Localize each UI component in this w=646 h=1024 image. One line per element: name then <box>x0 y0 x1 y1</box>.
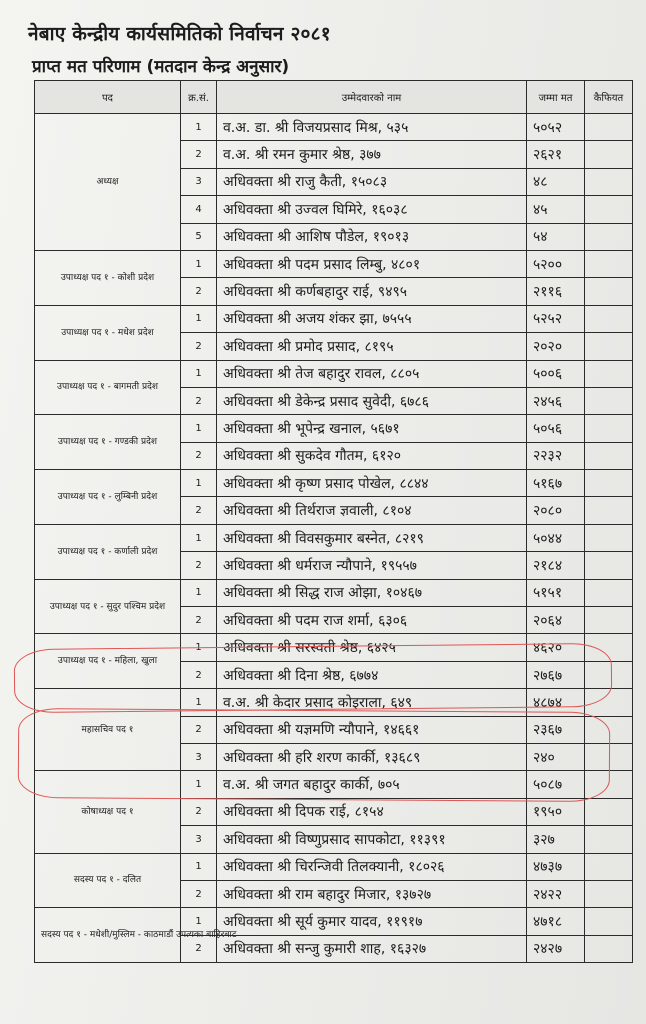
candidate-name-cell: अधिवक्ता श्री पदम प्रसाद लिम्बु, ४८०१ <box>217 250 527 277</box>
post-cell: उपाध्यक्ष पद १ - लुम्बिनी प्रदेश <box>35 470 181 525</box>
sn-cell: 2 <box>181 716 217 743</box>
post-cell: उपाध्यक्ष पद १ - बागमती प्रदेश <box>35 360 181 415</box>
table-row <box>35 415 633 442</box>
sn-cell: 2 <box>181 552 217 579</box>
post-cell: उपाध्यक्ष पद १ - महिला, खुला <box>35 634 181 689</box>
sn-cell: 3 <box>181 743 217 770</box>
total-votes-cell: ५१६७ <box>527 470 585 497</box>
table-row <box>35 689 633 716</box>
total-votes-cell: ५०५२ <box>527 114 585 141</box>
column-header-sn: क्र.सं. <box>181 81 217 114</box>
total-votes-cell: २४२७ <box>527 935 585 962</box>
total-votes-cell: ५०४४ <box>527 524 585 551</box>
remarks-cell <box>585 689 633 716</box>
remarks-cell <box>585 250 633 277</box>
candidate-name-cell: अधिवक्ता श्री राजु कैती, १५०८३ <box>217 168 527 195</box>
candidate-name-cell: अधिवक्ता श्री धर्मराज न्यौपाने, १९५५७ <box>217 552 527 579</box>
candidate-name-cell: अधिवक्ता श्री सन्जु कुमारी शाह, १६३२७ <box>217 935 527 962</box>
sn-cell: 3 <box>181 168 217 195</box>
remarks-cell <box>585 552 633 579</box>
sn-cell: 2 <box>181 661 217 688</box>
post-cell: उपाध्यक्ष पद १ - कर्णाली प्रदेश <box>35 524 181 579</box>
sn-cell: 2 <box>181 935 217 962</box>
remarks-cell <box>585 524 633 551</box>
remarks-cell <box>585 470 633 497</box>
candidate-name-cell: अधिवक्ता श्री सुकदेव गौतम, ६१२० <box>217 442 527 469</box>
candidate-name-cell: अधिवक्ता श्री दिना श्रेष्ठ, ६७७४ <box>217 661 527 688</box>
remarks-cell <box>585 333 633 360</box>
total-votes-cell: २०२० <box>527 333 585 360</box>
column-header-candidate: उम्मेदवारको नाम <box>217 81 527 114</box>
results-table-body <box>35 114 633 963</box>
candidate-name-cell: अधिवक्ता श्री भूपेन्द्र खनाल, ५६७१ <box>217 415 527 442</box>
candidate-name-cell: अधिवक्ता श्री डेकेन्द्र प्रसाद सुवेदी, ६७८६ <box>217 387 527 414</box>
table-row <box>35 579 633 606</box>
candidate-name-cell: अधिवक्ता श्री सूर्य कुमार यादव, ११९१७ <box>217 908 527 935</box>
remarks-cell <box>585 278 633 305</box>
sn-cell: 1 <box>181 689 217 716</box>
sn-cell: 1 <box>181 114 217 141</box>
sn-cell: 2 <box>181 607 217 634</box>
sn-cell: 3 <box>181 826 217 853</box>
remarks-cell <box>585 661 633 688</box>
sn-cell: 1 <box>181 415 217 442</box>
candidate-name-cell: अधिवक्ता श्री चिरन्जिवी तिलक्यानी, १८०२६ <box>217 853 527 880</box>
results-table-header <box>35 81 633 114</box>
sn-cell: 2 <box>181 497 217 524</box>
remarks-cell <box>585 853 633 880</box>
candidate-name-cell: व.अ. डा. श्री विजयप्रसाद मिश्र, ५३५ <box>217 114 527 141</box>
total-votes-cell: ४८ <box>527 168 585 195</box>
total-votes-cell: ५०८७ <box>527 771 585 798</box>
total-votes-cell: २४५६ <box>527 387 585 414</box>
total-votes-cell: २४२२ <box>527 880 585 907</box>
table-row <box>35 470 633 497</box>
sn-cell: 1 <box>181 524 217 551</box>
sn-cell: 1 <box>181 853 217 880</box>
remarks-cell <box>585 223 633 250</box>
remarks-cell <box>585 360 633 387</box>
remarks-cell <box>585 114 633 141</box>
remarks-cell <box>585 387 633 414</box>
candidate-name-cell: अधिवक्ता श्री प्रमोद प्रसाद, ८१९५ <box>217 333 527 360</box>
candidate-name-cell: अधिवक्ता श्री राम बहादुर मिजार, १३७२७ <box>217 880 527 907</box>
candidate-name-cell: अधिवक्ता श्री पदम राज शर्मा, ६३०६ <box>217 607 527 634</box>
candidate-name-cell: अधिवक्ता श्री कृष्ण प्रसाद पोखेल, ८८४४ <box>217 470 527 497</box>
sn-cell: 1 <box>181 908 217 935</box>
results-table <box>34 80 633 963</box>
total-votes-cell: ५२५२ <box>527 305 585 332</box>
post-cell: उपाध्यक्ष पद १ - मधेश प्रदेश <box>35 305 181 360</box>
candidate-name-cell: अधिवक्ता श्री सिद्ध राज ओझा, १०४६७ <box>217 579 527 606</box>
remarks-cell <box>585 935 633 962</box>
table-row <box>35 250 633 277</box>
sn-cell: 1 <box>181 579 217 606</box>
sn-cell: 2 <box>181 278 217 305</box>
remarks-cell <box>585 826 633 853</box>
candidate-name-cell: अधिवक्ता श्री उज्वल घिमिरे, १६०३८ <box>217 196 527 223</box>
candidate-name-cell: अधिवक्ता श्री विवसकुमार बस्नेत, ८२१९ <box>217 524 527 551</box>
sn-cell: 2 <box>181 333 217 360</box>
candidate-name-cell: अधिवक्ता श्री तिर्थराज ज्ञवाली, ८१०४ <box>217 497 527 524</box>
post-cell: उपाध्यक्ष पद १ - गण्डकी प्रदेश <box>35 415 181 470</box>
table-row <box>35 360 633 387</box>
sn-cell: 1 <box>181 634 217 661</box>
candidate-name-cell: व.अ. श्री जगत बहादुर कार्की, ७०५ <box>217 771 527 798</box>
remarks-cell <box>585 908 633 935</box>
total-votes-cell: २३६७ <box>527 716 585 743</box>
candidate-name-cell: अधिवक्ता श्री अजय शंकर झा, ७५५५ <box>217 305 527 332</box>
remarks-cell <box>585 415 633 442</box>
total-votes-cell: ५०५६ <box>527 415 585 442</box>
document-subtitle: प्राप्त मत परिणाम (मतदान केन्द्र अनुसार) <box>32 57 290 77</box>
sn-cell: 1 <box>181 470 217 497</box>
total-votes-cell: २२३२ <box>527 442 585 469</box>
total-votes-cell: ४८७४ <box>527 689 585 716</box>
candidate-name-cell: अधिवक्ता श्री तेज बहादुर रावल, ८८०५ <box>217 360 527 387</box>
sn-cell: 4 <box>181 196 217 223</box>
total-votes-cell: ४५ <box>527 196 585 223</box>
column-header-total-votes: जम्मा मत <box>527 81 585 114</box>
remarks-cell <box>585 880 633 907</box>
document-title: नेबाए केन्द्रीय कार्यसमितिको निर्वाचन २०८१ <box>28 23 331 45</box>
total-votes-cell: २४० <box>527 743 585 770</box>
total-votes-cell: ४७१८ <box>527 908 585 935</box>
table-row <box>35 305 633 332</box>
post-cell: उपाध्यक्ष पद १ - सुदुर पश्चिम प्रदेश <box>35 579 181 634</box>
total-votes-cell: २०८० <box>527 497 585 524</box>
post-cell: सदस्य पद १ - मधेशी/मुस्लिम - काठमाडौं उपत्यका बाहिरबाट <box>35 908 181 963</box>
total-votes-cell: २६२१ <box>527 141 585 168</box>
post-cell: कोषाध्यक्ष पद १ <box>35 771 181 853</box>
table-row <box>35 771 633 798</box>
remarks-cell <box>585 305 633 332</box>
sn-cell: 1 <box>181 771 217 798</box>
header-row <box>35 81 633 114</box>
candidate-name-cell: व.अ. श्री रमन कुमार श्रेष्ठ, ३७७ <box>217 141 527 168</box>
table-row <box>35 524 633 551</box>
table-row <box>35 908 633 935</box>
remarks-cell <box>585 743 633 770</box>
sn-cell: 2 <box>181 442 217 469</box>
remarks-cell <box>585 607 633 634</box>
table-row <box>35 634 633 661</box>
remarks-cell <box>585 168 633 195</box>
total-votes-cell: २७६७ <box>527 661 585 688</box>
total-votes-cell: १९५० <box>527 798 585 825</box>
sn-cell: 2 <box>181 387 217 414</box>
sn-cell: 2 <box>181 880 217 907</box>
sn-cell: 2 <box>181 141 217 168</box>
candidate-name-cell: अधिवक्ता श्री विष्णुप्रसाद सापकोटा, ११३९१ <box>217 826 527 853</box>
candidate-name-cell: अधिवक्ता श्री आशिष पौडेल, १९०१३ <box>217 223 527 250</box>
remarks-cell <box>585 579 633 606</box>
column-header-remarks: कैफियत <box>585 81 633 114</box>
total-votes-cell: ५२०० <box>527 250 585 277</box>
candidate-name-cell: अधिवक्ता श्री कर्णबहादुर राई, ९४९५ <box>217 278 527 305</box>
remarks-cell <box>585 196 633 223</box>
total-votes-cell: ५१५१ <box>527 579 585 606</box>
total-votes-cell: २११६ <box>527 278 585 305</box>
total-votes-cell: ४७३७ <box>527 853 585 880</box>
total-votes-cell: ४६२० <box>527 634 585 661</box>
post-cell: सदस्य पद १ - दलित <box>35 853 181 908</box>
remarks-cell <box>585 634 633 661</box>
total-votes-cell: ३२७ <box>527 826 585 853</box>
candidate-name-cell: अधिवक्ता श्री यज्ञमणि न्यौपाने, १४६६१ <box>217 716 527 743</box>
sn-cell: 1 <box>181 360 217 387</box>
table-row <box>35 114 633 141</box>
remarks-cell <box>585 497 633 524</box>
column-header-post: पद <box>35 81 181 114</box>
post-cell: महासचिव पद १ <box>35 689 181 771</box>
remarks-cell <box>585 798 633 825</box>
post-cell: अध्यक्ष <box>35 114 181 251</box>
total-votes-cell: ५००६ <box>527 360 585 387</box>
remarks-cell <box>585 716 633 743</box>
sn-cell: 1 <box>181 250 217 277</box>
total-votes-cell: ५४ <box>527 223 585 250</box>
post-cell: उपाध्यक्ष पद १ - कोशी प्रदेश <box>35 250 181 305</box>
remarks-cell <box>585 771 633 798</box>
candidate-name-cell: अधिवक्ता श्री दिपक राई, ८१५४ <box>217 798 527 825</box>
candidate-name-cell: अधिवक्ता श्री सरस्वती श्रेष्ठ, ६४२५ <box>217 634 527 661</box>
table-row <box>35 853 633 880</box>
candidate-name-cell: अधिवक्ता श्री हरि शरण कार्की, १३६८९ <box>217 743 527 770</box>
sn-cell: 1 <box>181 305 217 332</box>
remarks-cell <box>585 442 633 469</box>
total-votes-cell: २०६४ <box>527 607 585 634</box>
remarks-cell <box>585 141 633 168</box>
total-votes-cell: २१८४ <box>527 552 585 579</box>
candidate-name-cell: व.अ. श्री केदार प्रसाद कोइराला, ६४९ <box>217 689 527 716</box>
sn-cell: 2 <box>181 798 217 825</box>
sn-cell: 5 <box>181 223 217 250</box>
